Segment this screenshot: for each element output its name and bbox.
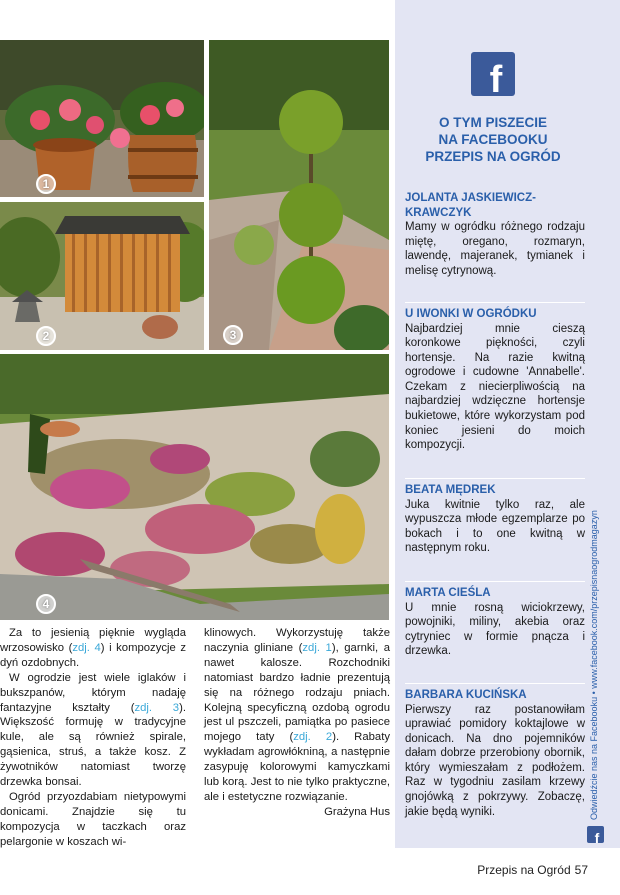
article-column-2 bbox=[204, 626, 390, 820]
photo-topiary bbox=[209, 40, 389, 350]
photo-garden-shed bbox=[0, 202, 204, 350]
sidebar-title-line: PRZEPIS NA OGRÓD bbox=[425, 149, 561, 164]
topiary-boxwood-spheres-icon bbox=[209, 40, 389, 350]
facebook-link-note[interactable]: Odwiedźcie nas na Facebooku • www.facebook.com/przepisnaogrodmagazyn bbox=[589, 510, 599, 820]
photo-reference: zdj. 2 bbox=[293, 731, 333, 744]
article-paragraph bbox=[204, 626, 390, 805]
sidebar-title bbox=[403, 114, 583, 165]
comment-text: Juka kwitnie tylko raz, ale wypuszcza młode egzemplarze po bokach i to one kwitną w następnym roku. bbox=[405, 498, 585, 555]
comment-text: Pierwszy raz postanowiłam uprawiać pomidory koktajlowe w donicach. Na dno pojemników dałam dobrze przerobiony obornik, który wymieszałam z podłożem. Raz w tygodniu zasilam krzewy gnojówką z pokrzywy. Zobaczę, jakie będą wyniki. bbox=[405, 703, 585, 818]
paragraph-text: W ogrodzie jest wiele iglaków i bukszpanów, którym nadaję fantazyjne kształty ( bbox=[0, 671, 186, 714]
photo-number-1: 1 bbox=[36, 174, 56, 194]
paragraph-text: ). Rabaty wykładam agrowłókniną, a następnie zasypuję kolorowymi kamyczkami lub korą. Jest to nie tylko praktyczne, ale i estetyczne rozwiązanie. bbox=[204, 731, 390, 803]
paragraph-text: ), garnki, a nawet kalosze. Rozchodniki natomiast bardzo ładnie prezentują się na różnego rodzaju pniach. Kolejną specyficzną ozdobą ogrodu jest ul pszczeli, pamiątka po pasiece mojego taty ( bbox=[204, 641, 390, 744]
comment-author: MARTA CIEŚLA bbox=[405, 581, 585, 601]
facebook-letter: f bbox=[489, 59, 503, 96]
comment-text: Mamy w ogródku różnego rodzaju miętę, oregano, rozmaryn, lawendę, majeranek, tymianek i melisę cytrynową. bbox=[405, 221, 585, 277]
paragraph-text: ). Większość formuję w tradycyjne kule, ale są również spirale, gąsienica, struś, a także kosz. Z żywotników natomiast tworzę drzewka bonsai. bbox=[0, 701, 186, 789]
photo-number-3: 3 bbox=[223, 325, 243, 345]
paragraph-text: Za to jesienią pięknie wygląda wrzosowisko ( bbox=[0, 627, 186, 654]
comment-entry bbox=[405, 478, 585, 556]
facebook-small-icon[interactable] bbox=[587, 826, 604, 843]
sidebar-title-line: NA FACEBOOKU bbox=[438, 132, 548, 147]
sidebar-title-line: O TYM PISZECIE bbox=[438, 115, 547, 130]
comment-entry bbox=[405, 302, 585, 453]
page-number: 57 bbox=[574, 863, 588, 877]
article-column-1 bbox=[0, 626, 186, 850]
article-paragraph: Ogród przyozdabiam nietypowymi donicami. Znajdzie się tu kompozycja w taczkach oraz pelargonie w koszach wi- bbox=[0, 790, 186, 848]
paragraph-text: klinowych. Wykorzystuję także naczynia gliniane ( bbox=[204, 627, 390, 654]
comment-author: JOLANTA JASKIEWICZ-KRAWCZYK bbox=[405, 192, 536, 219]
comment-text: U mnie rosną wiciokrzewy, powojniki, miliny, akebia oraz cytryniec w formie pnącza i drzewka. bbox=[405, 601, 585, 658]
article-paragraph bbox=[0, 671, 186, 790]
heather-rock-garden-icon bbox=[0, 354, 389, 620]
photo-geraniums bbox=[0, 40, 204, 197]
paragraph-text: ) i kompozycje z dyń ozdobnych. bbox=[0, 641, 186, 669]
page-footer bbox=[477, 863, 588, 877]
comment-text: Najbardziej mnie cieszą koronkowe piękności, czyli hortensje. Na razie kwitną ogrodowe i cudowne 'Annabelle'. Czekam z niecierpliwością na najbardziej wdzięczne hortensje bukietowe, które wykorzystam pod koniec jesieni do moich kompozycji. bbox=[405, 322, 585, 452]
comment-author: BEATA MĘDREK bbox=[405, 478, 585, 498]
photo-number-4: 4 bbox=[36, 594, 56, 614]
wooden-garden-shed-icon bbox=[0, 202, 204, 350]
photo-number-2: 2 bbox=[36, 326, 56, 346]
comment-author: BARBARA KUCIŃSKA bbox=[405, 683, 585, 703]
article-author: Grażyna Hus bbox=[324, 805, 390, 818]
geraniums-in-copper-pots-icon bbox=[0, 40, 204, 197]
comment-entry bbox=[405, 187, 585, 278]
comment-entry bbox=[405, 683, 585, 819]
article-paragraph bbox=[0, 626, 186, 671]
photo-reference: zdj. 3 bbox=[134, 701, 180, 714]
photo-reference: zdj. 4 bbox=[72, 641, 101, 654]
comment-author: U IWONKI W OGRÓDKU bbox=[405, 302, 585, 322]
magazine-name: Przepis na Ogród bbox=[477, 863, 571, 877]
facebook-sidebar bbox=[395, 0, 620, 848]
facebook-letter: f bbox=[594, 830, 600, 843]
facebook-icon bbox=[471, 52, 515, 96]
photo-reference: zdj. 1 bbox=[302, 641, 332, 654]
comment-entry bbox=[405, 581, 585, 659]
photo-heather-garden bbox=[0, 354, 389, 620]
